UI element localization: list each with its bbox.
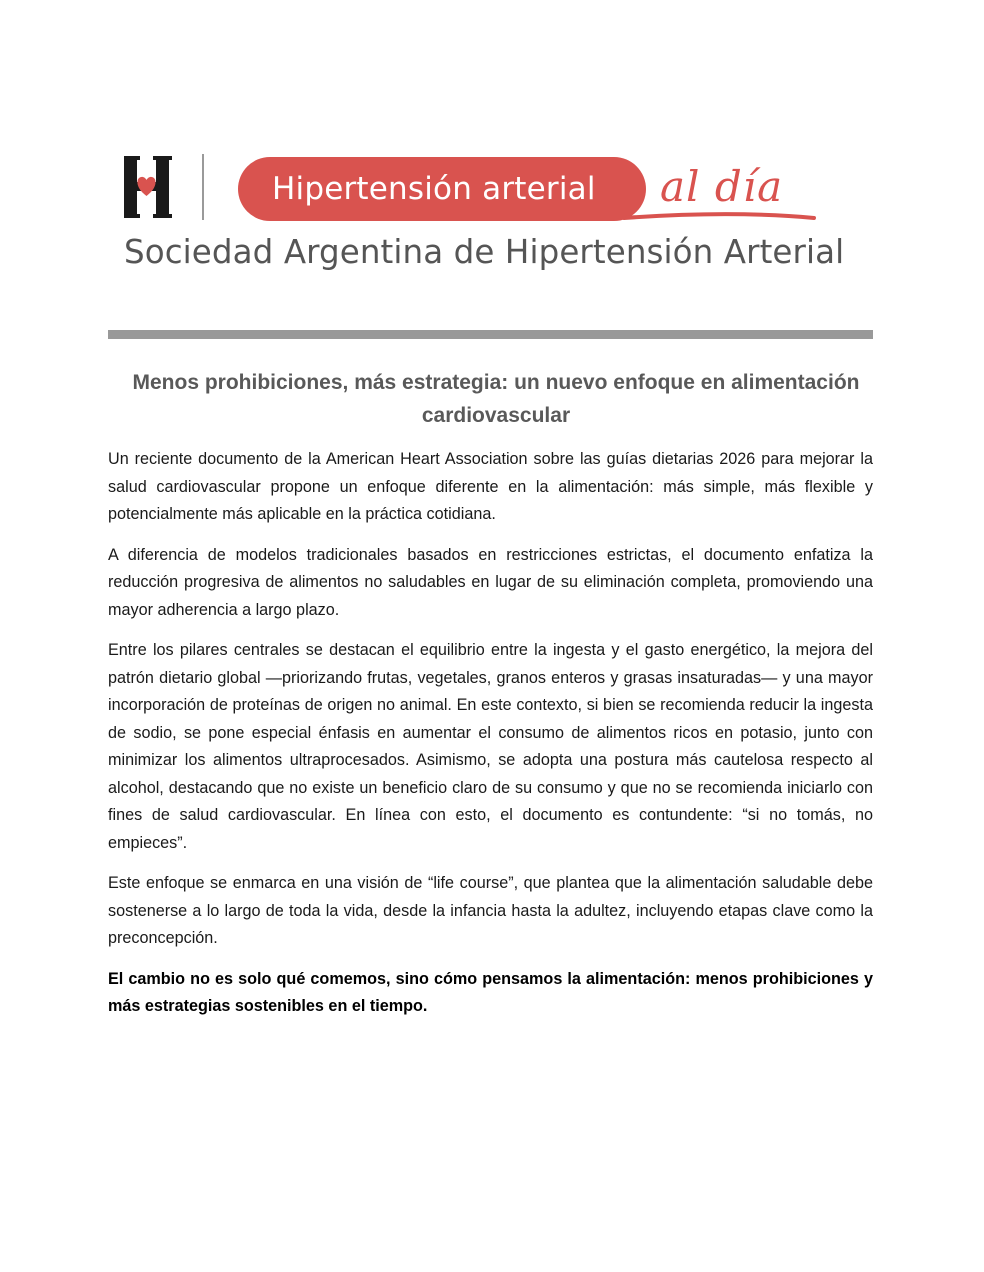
paragraph: Entre los pilares centrales se destacan el equilibrio entre la ingesta y el gasto energético, la mejora del patrón dietario global —priorizando frutas, vegetales, granos enteros y grasas insaturadas— y una mayor incorporación de proteínas de origen no animal. En este contexto, si bien se recomienda reducir la ingesta de sodio, se pone especial énfasis en aumentar el consumo de alimentos ricos en potasio, junto con minimizar los alimentos ultraprocesados. Asimismo, se adopta una postura más cautelosa respecto al alcohol, destacando que no existe un beneficio claro de su consumo y que no se recomienda iniciarlo con fines de salud cardiovascular. En línea con esto, el documento es contundente: “si no tomás, no empieces”. (108, 641, 873, 852)
al-dia-script: al día (660, 162, 784, 211)
h-heart-logo-icon (124, 154, 208, 220)
paragraph: Un reciente documento de la American Heart Association sobre las guías dietarias 2026 para mejorar la salud cardiovascular propone un enfoque diferente en la alimentación: más simple, más flexible y potencialmente más aplicable en la práctica cotidiana. (108, 450, 873, 523)
society-name: Sociedad Argentina de Hipertensión Arterial (124, 233, 845, 271)
pill-title: Hipertensión arterial (272, 171, 596, 207)
title-pill (238, 157, 646, 221)
conclusion-paragraph: El cambio no es solo qué comemos, sino cómo pensamos la alimentación: menos prohibiciones y más estrategias sostenibles en el tiempo. (108, 969, 873, 1015)
paragraph: Este enfoque se enmarca en una visión de “life course”, que plantea que la alimentación saludable debe sostenerse a lo largo de toda la vida, desde la infancia hasta la adultez, incluyendo etapas clave como la preconcepción. (108, 874, 873, 947)
article-body (108, 446, 873, 1034)
swoosh-underline-icon (620, 204, 820, 230)
header-divider (108, 330, 873, 339)
article-title: Menos prohibiciones, más estrategia: un nuevo enfoque en alimentación cardiovascular (132, 371, 860, 427)
header (0, 0, 984, 300)
paragraph: A diferencia de modelos tradicionales basados en restricciones estrictas, el documento enfatiza la reducción progresiva de alimentos no saludables en lugar de su eliminación completa, promoviendo una mayor adherencia a largo plazo. (108, 545, 873, 619)
